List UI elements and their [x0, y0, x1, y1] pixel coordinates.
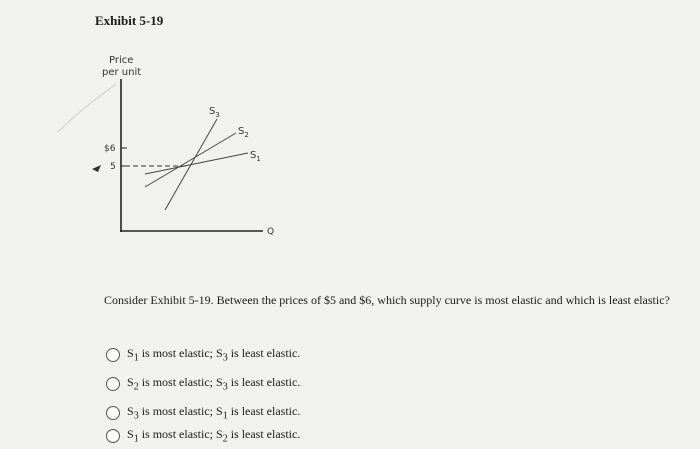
radio-button[interactable] — [106, 377, 120, 391]
x-axis-label: Q — [267, 227, 275, 237]
answer-label: $S_1$ is most elastic; $S_3$ is least elastic. — [127, 345, 301, 364]
tick-label-5: 5 — [110, 162, 116, 172]
radio-button[interactable] — [106, 406, 120, 420]
scribble-mark — [58, 84, 116, 132]
curve-label-s3: $S_3$ — [209, 106, 220, 119]
answer-label: $S_1$ is most elastic; $S_2$ is least elastic. — [127, 427, 301, 445]
arrow-icon — [92, 165, 101, 172]
supply-curve-s3 — [165, 119, 217, 210]
answer-label: $S_3$ is most elastic; $S_1$ is least elastic. — [127, 403, 301, 422]
answer-option[interactable] — [106, 427, 300, 445]
answer-option[interactable] — [106, 398, 300, 427]
answer-option[interactable] — [106, 369, 300, 398]
curve-label-s2: $S_2$ — [238, 126, 249, 139]
y-axis-label-line1: Price — [109, 55, 134, 66]
answer-label: $S_2$ is most elastic; $S_3$ is least elastic. — [127, 374, 301, 393]
supply-curve-s2 — [145, 133, 236, 187]
question-text: Consider Exhibit 5-19. Between the prices of $5 and $6, which supply curve is most elastic and which is least elastic? — [104, 293, 670, 307]
radio-button[interactable] — [106, 348, 120, 362]
answer-option[interactable] — [106, 340, 300, 369]
y-axis-label-line2: per unit — [102, 67, 142, 78]
tick-label-6: $6 — [104, 144, 116, 154]
radio-button[interactable] — [106, 429, 120, 443]
answer-choices — [106, 340, 300, 445]
exhibit-title: Exhibit 5-19 — [95, 13, 164, 28]
curve-label-s1: $S_1$ — [250, 150, 261, 163]
